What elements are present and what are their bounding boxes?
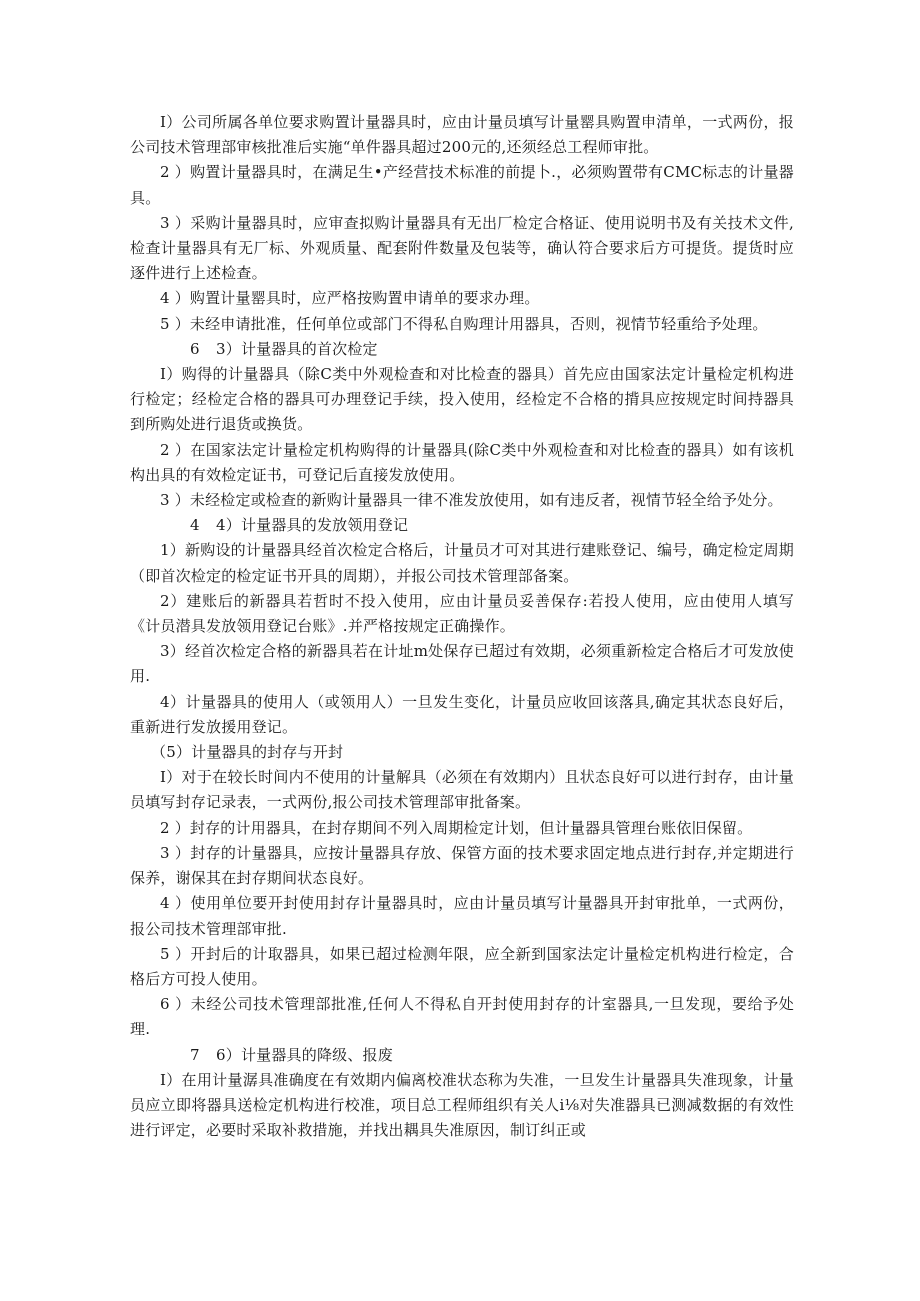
paragraph-sealing-3: 3 ）封存的计量器具，应按计量器具存放、保管方面的技术要求固定地点进行封存,并定期进行保养，谢保其在封存期间状态良好。 bbox=[130, 843, 794, 888]
section-heading-issue-registration bbox=[130, 513, 794, 538]
paragraph-issue-2: 2）建账后的新器具若哲时不投入使用，应由计量员妥善保存:若投人使用，应由使用人填写《计员潜具发放领用登记台账》.并严格按规定正确操作。 bbox=[130, 591, 794, 636]
paragraph-sealing-4: 4 ）使用单位要开封使用封存计量器具时，应由计量员填写计量器具开封审批单，一式两份，报公司技术管理部审批. bbox=[130, 894, 794, 938]
paragraph-purchase-1: I）公司所属各单位要求购置计量器具时，应由计量员填写计量罂具购置申清单，一式两份，报公司技术管理部审核批准后实施“单件器具超过200元的,还须经总工程师审批。 bbox=[130, 113, 794, 157]
section-heading-sealing: （5）计量器具的封存与开封 bbox=[151, 743, 344, 762]
section-heading-downgrade-scrap bbox=[130, 1043, 794, 1068]
heading-number: 6 bbox=[190, 339, 200, 358]
paragraph-issue-1: 1）新购设的计量器具经首次检定合格后，计量员才可对其进行建账登记、编号，确定检定周期（即首次检定的检定证书开具的周期），并报公司技术管理部备案。 bbox=[130, 541, 794, 585]
heading-number: 4 bbox=[190, 516, 200, 535]
paragraph-issue-3: 3）经首次检定合格的新器具若在计址m处保存已超过有效期，必须重新检定合格后才可发放使用. bbox=[130, 642, 794, 686]
heading-text: 3）计量器具的首次检定 bbox=[216, 339, 378, 358]
paragraph-sealing-5: 5 ）开封后的计取器具，如果已超过检测年限，应全新到国家法定计量检定机构进行检定，合格后方可投人使用。 bbox=[130, 944, 794, 988]
paragraph-purchase-5: 5 ）未经申请批准，任何单位或部门不得私自购理计用器具，否则，视情节轻重给予处理。 bbox=[160, 314, 768, 333]
paragraph-issue-4: 4）计量器具的使用人（或领用人）一旦发生变化，计量员应收回该落具,确定其状态良好后，重新进行发放援用登记。 bbox=[130, 692, 794, 736]
paragraph-verification-3: 3 ）未经检定或检查的新购计量器具一律不准发放使用，如有违反者，视情节轻全给予处分。 bbox=[160, 491, 783, 510]
heading-text: 6）计量器具的降级、报废 bbox=[216, 1045, 393, 1064]
paragraph-downgrade-1: I）在用计量潺具准确度在有效期内偏离校准状态称为失准，一旦发生计量器具失准现象，计量员应立即将器具送检定机构进行校准，项目总工程师组织有关人i⅛对失准器具已测减数据的有效性进行评定，必要时采取补救措施，并找出耦具失准原因，制订纠正或 bbox=[130, 1070, 794, 1140]
paragraph-sealing-6: 6 ）未经公司技术管理部批准,任何人不得私自开封使用封存的计室器具,一旦发现，要给予处理. bbox=[130, 995, 794, 1039]
document-page bbox=[130, 110, 794, 1143]
paragraph-verification-2: 2 ）在国家法定计量检定机构购得的计量器具(除C类中外观检查和对比检查的器具）如有该机构出具的有效检定证书，可登记后直接发放使用。 bbox=[130, 440, 794, 484]
section-heading-first-verification bbox=[130, 337, 794, 362]
paragraph-purchase-4: 4 ）购置计量罂具时，应严格按购置申请单的要求办理。 bbox=[160, 289, 540, 308]
paragraph-sealing-1: I）对于在较长时间内不使用的计量解具（必须在有效期内）且状态良好可以进行封存，由计量员填写封存记录表，一式两份,报公司技术管理部审批备案。 bbox=[130, 768, 794, 812]
paragraph-purchase-2: 2 ）购置计量器具时，在满足生•产经营技术标准的前提卜.，必须购置带有CMC标志的计量器具。 bbox=[130, 163, 794, 207]
heading-text: 4）计量器具的发放领用登记 bbox=[216, 516, 409, 535]
paragraph-verification-1: I）购得的计量器具（除C类中外观检查和对比检查的器具）首先应由国家法定计量检定机构进行检定；经检定合格的器具可办理登记手续，投入使用，经检定不合格的揹具应按规定时间持器具到所购处进行退货或换货。 bbox=[130, 365, 794, 434]
paragraph-purchase-3: 3 ）采购计量器具时，应审查拟购计量器具有无出厂检定合格证、使用说明书及有关技术文件,检查计量器具有无厂标、外观质量、配套附件数量及包装等，确认符合要求后方可提货。提货时应逐件进行上述检查。 bbox=[130, 213, 794, 283]
paragraph-sealing-2: 2 ）封存的计用器具，在封存期间不列入周期检定计划，但计量器具管理台账依旧保留。 bbox=[160, 818, 753, 837]
heading-number: 7 bbox=[190, 1045, 200, 1064]
